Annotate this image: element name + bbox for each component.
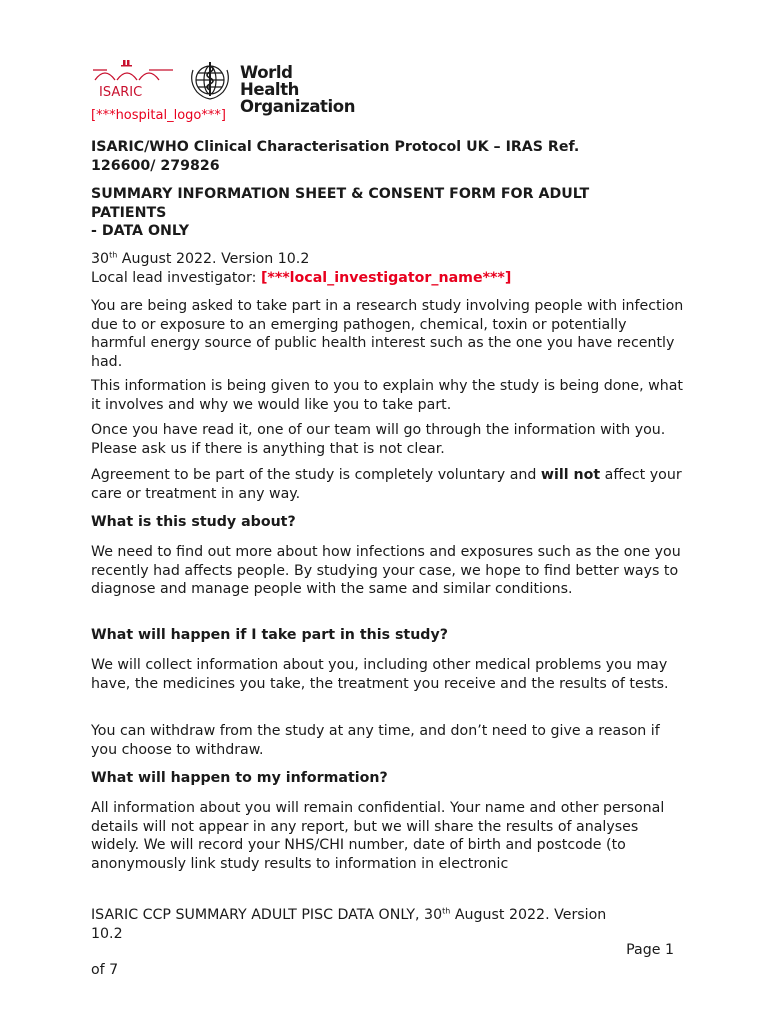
isaric-logo-text: ISARIC xyxy=(99,85,143,100)
study-about-paragraph: We need to find out more about how infections and exposures such as the one you recently had affects people. By studying your case, we hope to find better ways to diagnose and manage people with the same and similar conditions. xyxy=(91,544,681,597)
footer-text-start: ISARIC CCP SUMMARY ADULT PISC DATA ONLY, 30 xyxy=(91,907,443,923)
my-information-paragraph: All information about you will remain confidential. Your name and other personal details will not appear in any report, but we will share the results of analyses widely. We will record your NHS/CHI number, date of birth and postcode (to anonymously link study results to information in electronic xyxy=(91,800,665,872)
document-subtitle xyxy=(91,185,686,241)
footer-line xyxy=(91,906,686,925)
footer-version: 10.2 xyxy=(91,925,123,942)
page-total: of 7 xyxy=(91,962,119,978)
title-line2: 126600/ 279826 xyxy=(91,157,220,174)
take-part-paragraph-1: We will collect information about you, including other medical problems you may have, the medicines you take, the treatment you receive and the results of tests. xyxy=(91,657,669,692)
p4-start: Agreement to be part of the study is completely voluntary and xyxy=(91,467,541,483)
isaric-logo xyxy=(93,56,175,104)
document-title xyxy=(91,138,686,175)
take-part-paragraph-2: You can withdraw from the study at any time, and don’t need to give a reason if you choose to withdraw. xyxy=(91,723,660,758)
subtitle-line1: SUMMARY INFORMATION SHEET & CONSENT FORM FOR ADULT xyxy=(91,186,590,202)
page-footer xyxy=(91,906,686,943)
title-line1: ISARIC/WHO Clinical Characterisation Protocol UK – IRAS Ref. xyxy=(91,139,580,155)
version-day: 30 xyxy=(91,251,110,267)
p4-end: affect your care or treatment in any way. xyxy=(91,467,682,502)
investigator-label: Local lead investigator: xyxy=(91,269,261,286)
investigator-line xyxy=(91,269,686,288)
subtitle-line2: PATIENTS xyxy=(91,204,167,221)
version-block xyxy=(91,250,686,287)
who-logo-line1: World Health xyxy=(240,63,300,99)
version-rest: August 2022. Version 10.2 xyxy=(117,251,310,267)
who-logo-line2: Organization xyxy=(240,97,356,116)
version-day-suffix: th xyxy=(109,250,118,260)
section-heading-study-about: What is this study about? xyxy=(91,514,296,530)
version-line xyxy=(91,250,686,269)
footer-text-end: August 2022. Version xyxy=(450,907,607,923)
intro-paragraph-1: You are being asked to take part in a research study involving people with infection due to or exposure to an emerging pathogen, chemical, toxin or potentially harmful energy source of public health interest such as the one you have recently had. xyxy=(91,298,684,370)
who-logo-text xyxy=(240,64,355,115)
page-number: Page 1 xyxy=(626,942,674,958)
section-heading-my-information: What will happen to my information? xyxy=(91,770,388,786)
section-heading-take-part: What will happen if I take part in this study? xyxy=(91,627,448,643)
intro-paragraph-2: This information is being given to you to explain why the study is being done, what it involves and why we would like you to take part. xyxy=(91,378,683,413)
who-emblem-icon xyxy=(187,58,233,104)
footer-sup: th xyxy=(442,906,451,916)
subtitle-line3: - DATA ONLY xyxy=(91,223,190,239)
intro-paragraph-3: Once you have read it, one of our team will go through the information with you. Please ask us if there is anything that is not clear. xyxy=(91,422,666,457)
hospital-logo-placeholder: [***hospital_logo***] xyxy=(91,108,226,123)
p4-bold: will not xyxy=(540,467,601,483)
investigator-name-placeholder: [***local_investigator_name***] xyxy=(260,269,512,286)
intro-paragraph-4 xyxy=(91,466,686,503)
